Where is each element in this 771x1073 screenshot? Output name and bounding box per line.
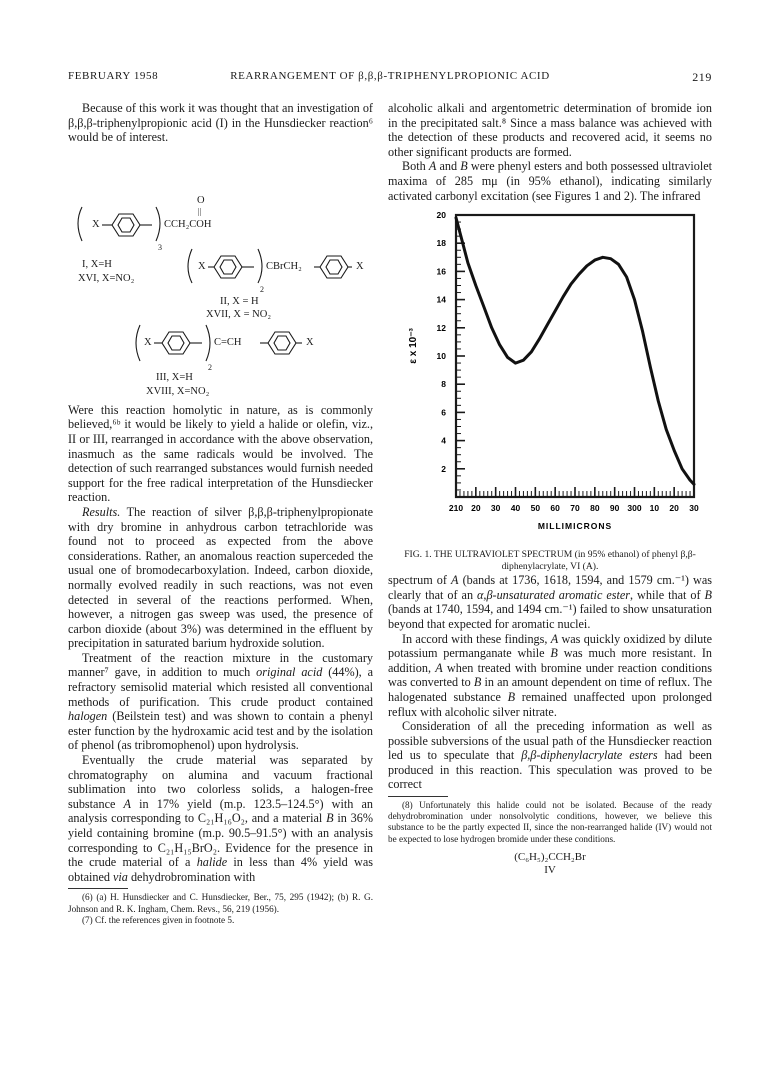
s3-subscript: 2 — [208, 362, 212, 372]
x-tick-label: 90 — [609, 503, 620, 514]
formula-label: IV — [544, 863, 556, 876]
footnote-rule-right — [388, 796, 448, 797]
label-I: I, X=H — [82, 258, 112, 270]
x-tick-label: 40 — [510, 503, 521, 514]
footnote-rule — [68, 888, 128, 889]
x-tick-label: 60 — [550, 503, 560, 514]
paragraph-infrared: spectrum of A (bands at 1736, 1618, 1594, and 1579 cm.⁻¹) was clearly that of an α,β-unsaturated aromatic ester, while that of B (bands at 1740, 1594, and 1494 cm.⁻¹) failed to show unsaturation beyond that expected for aromatic nuclei. — [388, 573, 713, 631]
x-tick-label: 80 — [590, 503, 600, 514]
s2-group: CBrCH₂ — [266, 260, 302, 272]
s2-substituent: X — [198, 260, 206, 272]
results-text: The reaction of silver β,β,β-triphenylpropionate with dry bromine in anhydrous carbon tetrachloride was found not to proceed as expected from the above considerations. Rather, an anomalous reaction superceded the usual one of bromodecarboxylation. Indeed, carbon dioxide, normally evolved readily in such reactions, was not even detected in several of the reactions performed. When, however, a nitrogen gas sweep was used, the presence of carbon dioxide (about 3%) was determined in the effluent by precipitation in saturated barium hydroxide solution. — [68, 504, 373, 651]
s1-oxygen: O — [197, 194, 205, 206]
y-tick-label: 8 — [441, 379, 446, 390]
y-tick-label: 16 — [436, 266, 446, 277]
x-tick-label: 70 — [570, 503, 580, 514]
paragraph-treatment: Treatment of the reaction mixture in the customary manner⁷ gave, in addition to much original acid (44%), a refractory semisolid material which resisted all conventional methods of purification. This crude product contained halogen (Beilstein test) and was shown to contain a phenyl ester function by the hydroxamic acid test and by the isolation of phenol (as tribromophenol) upon hydrolysis. — [68, 650, 373, 753]
y-tick-label: 12 — [436, 322, 446, 333]
label-III: III, X=H — [156, 371, 193, 383]
paragraph-mass-balance: alcoholic alkali and argentometric determination of bromide ion in the precipitated salt.⁸ Since a mass balance was achieved with the detection of these products and recovered acid, it seems no other significant products are formed. — [388, 101, 712, 159]
page-number: 219 — [692, 70, 712, 84]
footnote-7: (7) Cf. the references given in footnote 5. — [82, 914, 235, 925]
paragraph-esters: Both A and B were phenyl esters and both possessed ultraviolet maxima of 285 mμ (in 95% ethanol), indicating similarly activated carbonyl excitation (see Figures 1 and 2). The infrared — [388, 159, 712, 203]
paragraph-oxidation: In accord with these findings, A was quickly oxidized by dilute potassium permanganate while B was much more resistant. In addition, A when treated with bromine under reaction conditions was converted to B in an amount dependent on time of reflux. The halogenated substance B remained unaffected upon prolonged reflux with alcoholic silver nitrate. — [388, 631, 712, 719]
s2-subscript: 2 — [260, 284, 264, 294]
label-XVII: XVII, X = NO₂ — [206, 308, 271, 320]
x-tick-label: 50 — [530, 503, 541, 514]
paragraph-chromatography: Eventually the crude material was separated by chromatography on alumina and vacuum fractional sublimation into two colorless solids, a halogen-free substance A in 17% yield (m.p. 123.5–124.5°) with an analysis corresponding to C₂₁H₁₆O₂, and a material B in 36% yield containing bromine (m.p. 90.5–91.5°) with an analysis corresponding to C₂₁H₁₅BrO₂. Evidence for the presence in the crude material of a halide in less than 4% yield was obtained via dehydrobromination with — [68, 753, 374, 884]
label-XVI: XVI, X=NO₂ — [78, 272, 135, 284]
x-tick-label: 210 — [448, 503, 464, 514]
y-tick-label: 20 — [436, 210, 446, 221]
results-heading: Results. — [82, 504, 121, 519]
s1-substituent: X — [92, 218, 100, 230]
label-II: II, X = H — [220, 295, 259, 307]
s1-group: CCH₂COH — [164, 218, 212, 230]
y-axis-label: ε x 10⁻³ — [408, 328, 419, 364]
s1-subscript: 3 — [158, 242, 162, 252]
x-tick-label: 30 — [490, 503, 501, 514]
s3-end-substituent: X — [306, 336, 314, 348]
paragraph-consideration: Consideration of all the preceding information as well as possible subversions of the usual path of the Hunsdiecker reaction led us to speculate that β,β-diphenylacrylate esters had been produced in this reaction. This speculation was proved to be correct — [388, 719, 712, 792]
footnote-6: (6) (a) H. Hunsdiecker and C. Hunsdiecker, Ber., 75, 295 (1942); (b) R. G. Johnson and R. K. Ingham, Chem. Revs., 56, 219 (1956). — [68, 892, 373, 914]
plot-frame — [456, 215, 694, 497]
s3-substituent: X — [144, 336, 152, 348]
figure-caption: FIG. 1. THE ULTRAVIOLET SPECTRUM (in 95% ethanol) of phenyl β,β-diphenylacrylate, VI (A). — [404, 549, 696, 573]
y-tick-label: 14 — [436, 294, 446, 305]
paragraph-homolytic: Were this reaction homolytic in nature, as is commonly believed,⁶ᵇ it would be likely to yield a halide or olefin, viz., II or III, rearranged in accordance with the above observation, inasmuch as the same radicals would be involved. The detection of such rearranged substances would furnish needed support for the free radical interpretation of the Hunsdiecker reaction. — [68, 402, 373, 505]
y-tick-label: 4 — [441, 435, 446, 446]
header-date: FEBRUARY 1958 — [68, 70, 159, 82]
uv-spectrum-chart — [388, 203, 712, 549]
s2-end-substituent: X — [356, 260, 364, 272]
y-tick-label: 10 — [436, 351, 446, 362]
spectrum-series-line — [456, 218, 694, 485]
s3-group: C=CH — [214, 336, 242, 348]
x-tick-label: 10 — [649, 503, 660, 514]
x-tick-label: 20 — [471, 503, 481, 514]
right-column — [388, 101, 712, 877]
intro-paragraph: Because of this work it was thought that an investigation of β,β,β-triphenylpropionic acid (I) in the Hunsdiecker reaction⁶ would be of interest. — [68, 101, 373, 145]
label-XVIII: XVIII, X=NO₂ — [146, 385, 210, 397]
figure-1 — [388, 203, 712, 549]
x-tick-label: 20 — [669, 503, 679, 514]
formula-structure: (C₆H₅)₂CCH₂Br — [514, 850, 586, 863]
formula-IV — [388, 851, 712, 877]
footnote-8: (8) Unfortunately this halide could not be isolated. Because of the ready dehydrobromination under nonsolvolytic conditions, however, we believe this substance to be the partly expected II, since the non-rearranged halide (IV) would not be expected to lose hydrogen bromide under these conditions. — [388, 800, 712, 844]
y-tick-label: 6 — [441, 407, 446, 418]
header-title: REARRANGEMENT OF β,β,β-TRIPHENYLPROPIONIC ACID — [230, 70, 550, 82]
y-tick-label: 18 — [436, 238, 446, 249]
x-axis-label: MILLIMICRONS — [537, 521, 613, 532]
left-column — [68, 101, 373, 926]
paragraph-results — [68, 505, 373, 651]
x-tick-label: 30 — [689, 503, 699, 514]
running-header — [68, 70, 712, 86]
chemical-structures — [68, 145, 373, 403]
s1-double-bond: || — [198, 206, 202, 216]
y-tick-label: 2 — [441, 463, 446, 474]
x-tick-label: 300 — [627, 503, 642, 514]
